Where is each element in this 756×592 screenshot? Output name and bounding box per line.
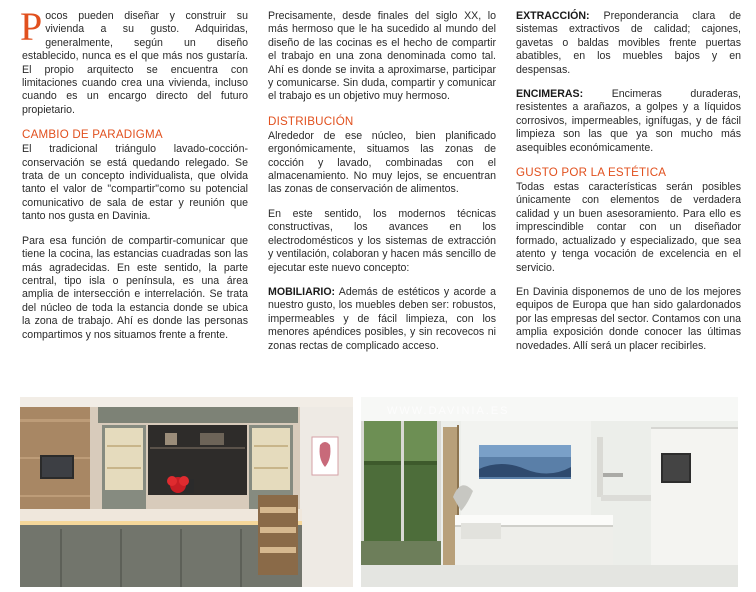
gusto-paragraph-2: En Davinia disponemos de uno de los mejores equipos de Europa que han sido galardonados por las empresas del sector. Contamos con una amplia exposición donde conocer las últimas novedades. Allí será un placer recibirles. <box>516 285 741 352</box>
intro-paragraph-2: Precisamente, desde finales del siglo XX, lo más hermoso que le ha sucedido al mundo del diseño de las cocinas es el hecho de compartir el trabajo en una zona denominada como tal. Ahí es donde se invita a aproximarse, participar y comunicarse. Sin duda, compartir y comunicar el trabajo es un objetivo muy hermoso. <box>268 10 496 103</box>
column-3 <box>516 10 741 364</box>
mobiliario-paragraph <box>268 286 496 353</box>
cambio-paragraph-1: El tradicional triángulo lavado-cocción-conservación se está quedando relegado. Se trata de un concepto individualista, que olvida tanto el valor de "compartir"como su potencial comunicativo de sala de estar y reunión que tanto nos gusta en Davinia. <box>22 143 248 223</box>
kitchen-photo-1 <box>20 397 353 587</box>
mobiliario-label: MOBILIARIO: <box>268 285 336 298</box>
heading-cambio-de-paradigma: CAMBIO DE PARADIGMA <box>22 128 163 142</box>
gusto-paragraph-1: Todas estas características serán posibles únicamente con elementos de verdadera calidad y un buen asesoramiento. Para ello es imprescindible contar con un diseñador formado, actualizado y especializado, que sea atento y tenga vocación de excelencia en el servicio. <box>516 181 741 274</box>
kitchen-photo-1-illustration <box>20 397 353 587</box>
distribucion-paragraph-2: En este sentido, los modernos técnicas constructivas, los avances en los electrodomésticos y los sistemas de extracción y ventilación, colaboran y hacen más sencillo de ejecutar este nuevo concepto: <box>268 207 496 274</box>
heading-distribucion: DISTRIBUCIÓN <box>268 114 354 128</box>
intro-text: ocos pueden diseñar y construir su vivienda a su gusto. Adquiridas, generalmente, según un diseño establecido, nunca es el que más nos gustaría. El propio arquitecto se encuentra con limitaciones cuando crea una vivienda, incluso cuando es un encargo directo del futuro propietario. <box>22 10 248 116</box>
encimeras-text: Encimeras duraderas, resistentes a arañazos, a golpes y a líquidos corrosivos, impermeables, ignífugas, y de fácil limpieza son las que ya son mucho más asequibles económicamente. <box>516 88 741 154</box>
extraccion-label: EXTRACCIÓN: <box>516 10 590 22</box>
kitchen-photo-2-illustration <box>361 397 738 587</box>
watermark-text: WWW.DAVINIA.ES <box>387 405 510 417</box>
distribucion-paragraph-1: Alrededor de ese núcleo, bien planificado ergonómicamente, situamos las zonas de cocción y lavado, combinadas con el almacenamiento. No muy lejos, se encuentran las zonas de conservación de alimentos. <box>268 129 496 196</box>
encimeras-paragraph <box>516 88 741 155</box>
intro-paragraph <box>20 4 248 117</box>
encimeras-label: ENCIMERAS: <box>516 88 584 101</box>
cambio-paragraph-2: Para esa función de compartir-comunicar que tiene la cocina, las estancias cuadradas son las más agradecidas. En este sentido, la parte central, tipo isla o península, es una área amplia de intersección e interrelación. Se trata del núcleo de toda la estancia donde se ubica la zona de trabajo. Ahí es donde las personas compartimos y nos situamos frente a frente. <box>22 234 248 341</box>
column-2 <box>268 10 496 364</box>
kitchen-photo-2 <box>361 397 738 587</box>
extraccion-paragraph <box>516 10 741 77</box>
drop-cap: P <box>20 4 43 49</box>
extraccion-text: Preponderancia clara de sistemas extractivos de calidad; cajones, gavetas o baldas movibles frente puertas abatibles, en los muebles bajos y en despensas. <box>516 10 741 76</box>
column-1 <box>20 4 248 353</box>
heading-gusto-por-la-estetica: GUSTO POR LA ESTÉTICA <box>516 166 667 180</box>
mobiliario-text: Además de estéticos y acorde a nuestro gusto, los muebles deben ser: robustos, impermeables y de fácil limpieza, con los menores apéndices posibles, y sin recovecos ni zonas rectas de complicado acceso. <box>268 285 496 352</box>
